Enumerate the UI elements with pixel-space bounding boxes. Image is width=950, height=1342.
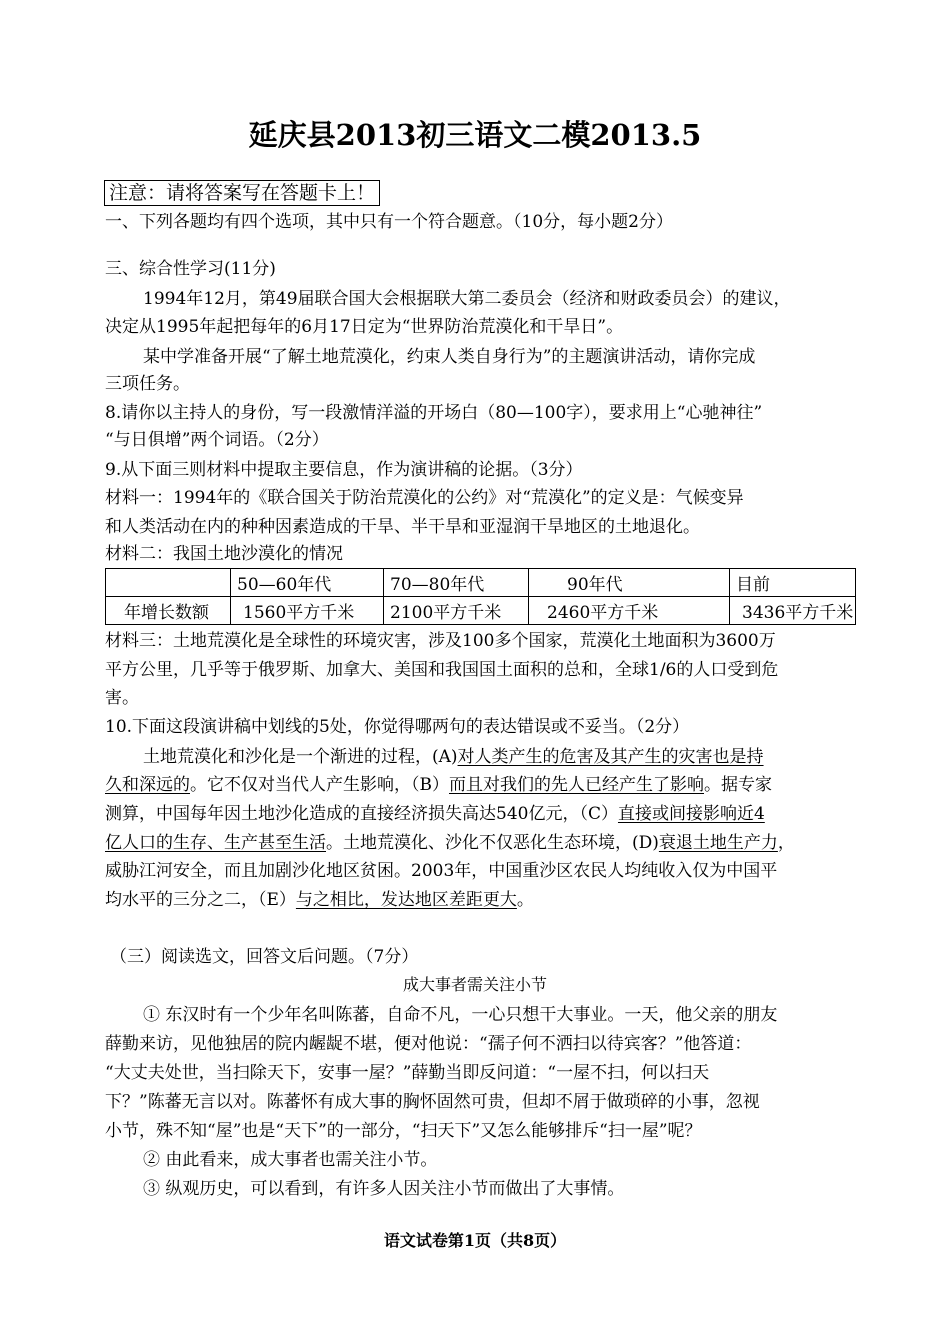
table-cell: 2100平方千米 xyxy=(384,597,529,625)
table-header-row xyxy=(106,569,856,597)
speech-text: 均水平的三分之二，（E） xyxy=(105,890,296,910)
page-title: 延庆县2013初三语文二模2013.5 xyxy=(248,118,702,152)
table-cell: 1560平方千米 xyxy=(231,597,384,625)
material-3-line: 材料三：土地荒漠化是全球性的环境灾害，涉及100多个国家，荒漠化土地面积为3600万 xyxy=(105,631,776,651)
article-paragraph-line: 下？”陈蕃无言以对。陈蕃怀有成大事的胸怀固然可贵，但却不屑于做琐碎的小事，忽视 xyxy=(105,1092,760,1112)
notice-box: 注意：请将答案写在答题卡上！ xyxy=(104,180,380,206)
material-3-line: 平方公里，几乎等于俄罗斯、加拿大、美国和我国国土面积的总和，全球1/6的人口受到危 xyxy=(105,660,779,680)
speech-line: 威胁江河安全，而且加剧沙化地区贫困。2003年，中国重沙区农民人均纯收入仅为中国平 xyxy=(105,861,778,881)
article-paragraph-line: ① 东汉时有一个少年名叫陈蕃，自命不凡，一心只想干大事业。一天，他父亲的朋友 xyxy=(143,1005,778,1025)
speech-line xyxy=(143,745,764,769)
table-cell: 2460平方千米 xyxy=(529,597,730,625)
speech-line xyxy=(105,802,765,826)
article-paragraph-line: 小节，殊不知“屋”也是“天下”的一部分，“扫天下”又怎么能够排斥“扫一屋”呢？ xyxy=(105,1121,702,1141)
underlined-phrase-c: 亿人口的生存、生产甚至生活 xyxy=(105,833,326,853)
speech-text: 测算，中国每年因土地沙化造成的直接经济损失高达540亿元，（C） xyxy=(105,804,618,824)
material-1-line: 材料一：1994年的《联合国关于防治荒漠化的公约》对“荒漠化”的定义是：气候变异 xyxy=(105,488,744,508)
speech-text: 。据专家 xyxy=(704,775,772,795)
speech-text: 。它不仅对当代人产生影响，（B） xyxy=(190,775,449,795)
material-1-line: 和人类活动在内的种种因素造成的干旱、半干旱和亚湿润干旱地区的土地退化。 xyxy=(105,517,700,537)
task-paragraph-line: 三项任务。 xyxy=(105,374,190,394)
speech-line xyxy=(105,773,772,797)
underlined-phrase-d: 衰退土地生产力 xyxy=(658,833,778,853)
article-paragraph-line: ③ 纵观历史，可以看到，有许多人因关注小节而做出了大事情。 xyxy=(143,1179,625,1199)
underlined-phrase-c: 直接或间接影响近4 xyxy=(617,804,765,824)
table-header-cell: 50—60年代 xyxy=(231,569,384,597)
intro-paragraph-line: 决定从1995年起把每年的6月17日定为“世界防治荒漠化和干旱日”。 xyxy=(105,317,624,337)
material-3-line: 害。 xyxy=(105,688,139,708)
table-row-label: 年增长数额 xyxy=(106,597,231,625)
speech-text: ， xyxy=(777,833,795,853)
question-10: 10.下面这段演讲稿中划线的5处，你觉得哪两句的表达错误或不妥当。（2分） xyxy=(105,717,690,737)
section-3-heading: 三、综合性学习(11分) xyxy=(105,259,276,279)
reading-heading: （三）阅读选文，回答文后问题。（7分） xyxy=(110,947,419,967)
material-2-heading: 材料二：我国土地沙漠化的情况 xyxy=(105,544,343,564)
speech-text: 。土地荒漠化、沙化不仅恶化生态环境，(D) xyxy=(326,833,659,853)
article-paragraph-line: 薛勤来访，见他独居的院内龌龊不堪，便对他说：“孺子何不洒扫以待宾客？”他答道： xyxy=(105,1034,752,1054)
question-9: 9.从下面三则材料中提取主要信息，作为演讲稿的论据。（3分） xyxy=(105,460,583,480)
table-cell: 3436平方千米 xyxy=(730,597,856,625)
table-row xyxy=(106,597,856,625)
speech-line xyxy=(105,888,534,912)
question-8-cont: “与日俱增”两个词语。（2分） xyxy=(105,430,329,450)
desertification-table xyxy=(105,568,856,625)
page-footer: 语文试卷第1页（共8页） xyxy=(383,1231,567,1250)
intro-paragraph-line: 1994年12月，第49届联合国大会根据联大第二委员会（经济和财政委员会）的建议， xyxy=(143,289,791,309)
speech-text: 土地荒漠化和沙化是一个渐进的过程，(A) xyxy=(143,747,458,767)
speech-text: 。 xyxy=(516,890,534,910)
underlined-phrase-a: 久和深远的 xyxy=(105,775,190,795)
underlined-phrase-a: 对人类产生的危害及其产生的灾害也是持 xyxy=(457,747,764,767)
table-header-cell: 90年代 xyxy=(529,569,730,597)
article-paragraph-line: ② 由此看来，成大事者也需关注小节。 xyxy=(143,1150,438,1170)
question-8: 8.请你以主持人的身份，写一段激情洋溢的开场白（80—100字），要求用上“心驰神往” xyxy=(105,403,763,423)
article-paragraph-line: “大丈夫处世，当扫除天下，安事一屋？”薛勤当即反问道：“一屋不扫，何以扫天 xyxy=(105,1063,710,1083)
task-paragraph-line: 某中学准备开展“了解土地荒漠化，约束人类自身行为”的主题演讲活动，请你完成 xyxy=(143,347,756,367)
table-header-cell xyxy=(106,569,231,597)
table-header-cell: 70—80年代 xyxy=(384,569,529,597)
article-title: 成大事者需关注小节 xyxy=(402,975,547,994)
underlined-phrase-e: 与之相比，发达地区差距更大 xyxy=(295,890,517,910)
underlined-phrase-b: 而且对我们的先人已经产生了影响 xyxy=(449,775,704,795)
table-header-cell: 目前 xyxy=(730,569,856,597)
section-1-heading: 一、下列各题均有四个选项，其中只有一个符合题意。（10分，每小题2分） xyxy=(105,212,673,232)
speech-line xyxy=(105,831,795,855)
